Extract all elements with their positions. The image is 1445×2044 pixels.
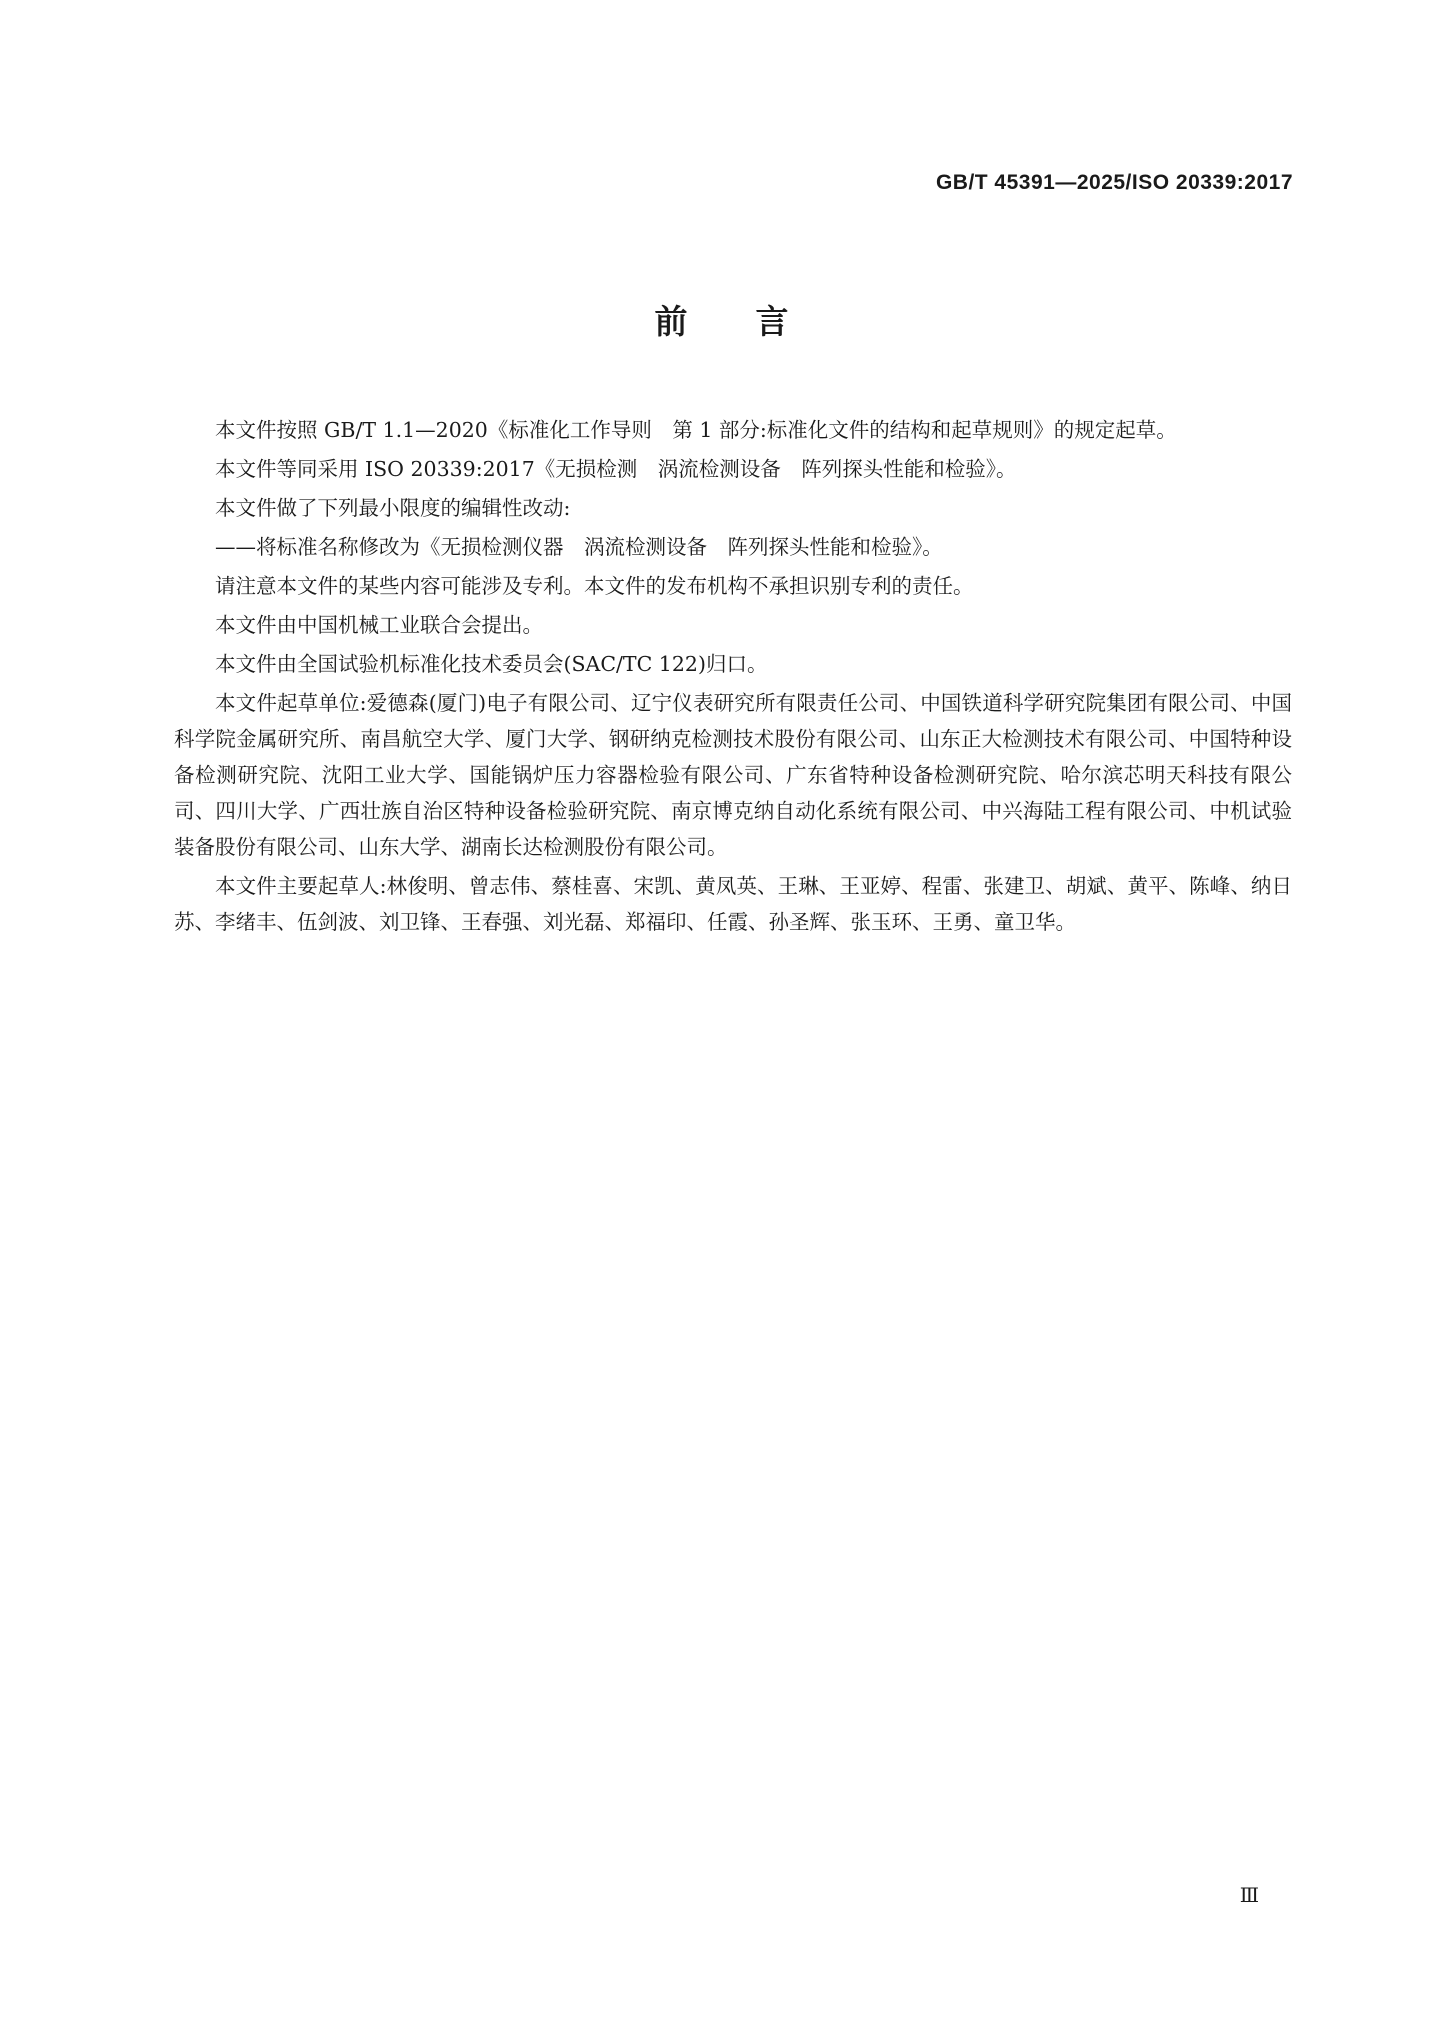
title-char-2: 言 (755, 302, 791, 341)
title-char-1: 前 (654, 302, 690, 341)
paragraph-equivalence: 本文件等同采用 ISO 20339:2017《无损检测 涡流检测设备 阵列探头性能和检验》。 (215, 457, 1017, 481)
standard-code: GB/T 45391—2025/ISO 20339:2017 (935, 171, 1293, 194)
page-number: Ⅲ (1239, 1885, 1259, 1907)
paragraph-drafting-rules: 本文件按照 GB/T 1.1—2020《标准化工作导则 第 1 部分:标准化文件的结构和起草规则》的规定起草。 (215, 418, 1177, 442)
paragraph-editorial-changes: 本文件做了下列最小限度的编辑性改动: (215, 496, 571, 520)
paragraph-drafting-units: 本文件起草单位:爱德森(厦门)电子有限公司、辽宁仪表研究所有限责任公司、中国铁道科学研究院集团有限公司、中国科学院金属研究所、南昌航空大学、厦门大学、钢研纳克检测技术股份有限公司、山东正大检测技术有限公司、中国特种设备检测研究院、沈阳工业大学、国能锅炉压力容器检验有限公司、广东省特种设备检测研究院、哈尔滨芯明天科技有限公司、四川大学、广西壮族自治区特种设备检验研究院、南京博克纳自动化系统有限公司、中兴海陆工程有限公司、中机试验装备股份有限公司、山东大学、湖南长达检测股份有限公司。 (174, 691, 1292, 859)
paragraph-patent-notice: 请注意本文件的某些内容可能涉及专利。本文件的发布机构不承担识别专利的责任。 (215, 574, 974, 598)
paragraph-proposer: 本文件由中国机械工业联合会提出。 (215, 613, 543, 637)
foreword-body (174, 412, 1292, 943)
page-title (0, 296, 1445, 343)
paragraph-name-change: ——将标准名称修改为《无损检测仪器 涡流检测设备 阵列探头性能和检验》。 (215, 535, 943, 559)
paragraph-drafters: 本文件主要起草人:林俊明、曾志伟、蔡桂喜、宋凯、黄凤英、王琳、王亚婷、程雷、张建卫、胡斌、黄平、陈峰、纳日苏、李绪丰、伍剑波、刘卫锋、王春强、刘光磊、郑福印、任霞、孙圣辉、张玉环、王勇、童卫华。 (174, 874, 1292, 934)
paragraph-committee: 本文件由全国试验机标准化技术委员会(SAC/TC 122)归口。 (215, 652, 768, 676)
